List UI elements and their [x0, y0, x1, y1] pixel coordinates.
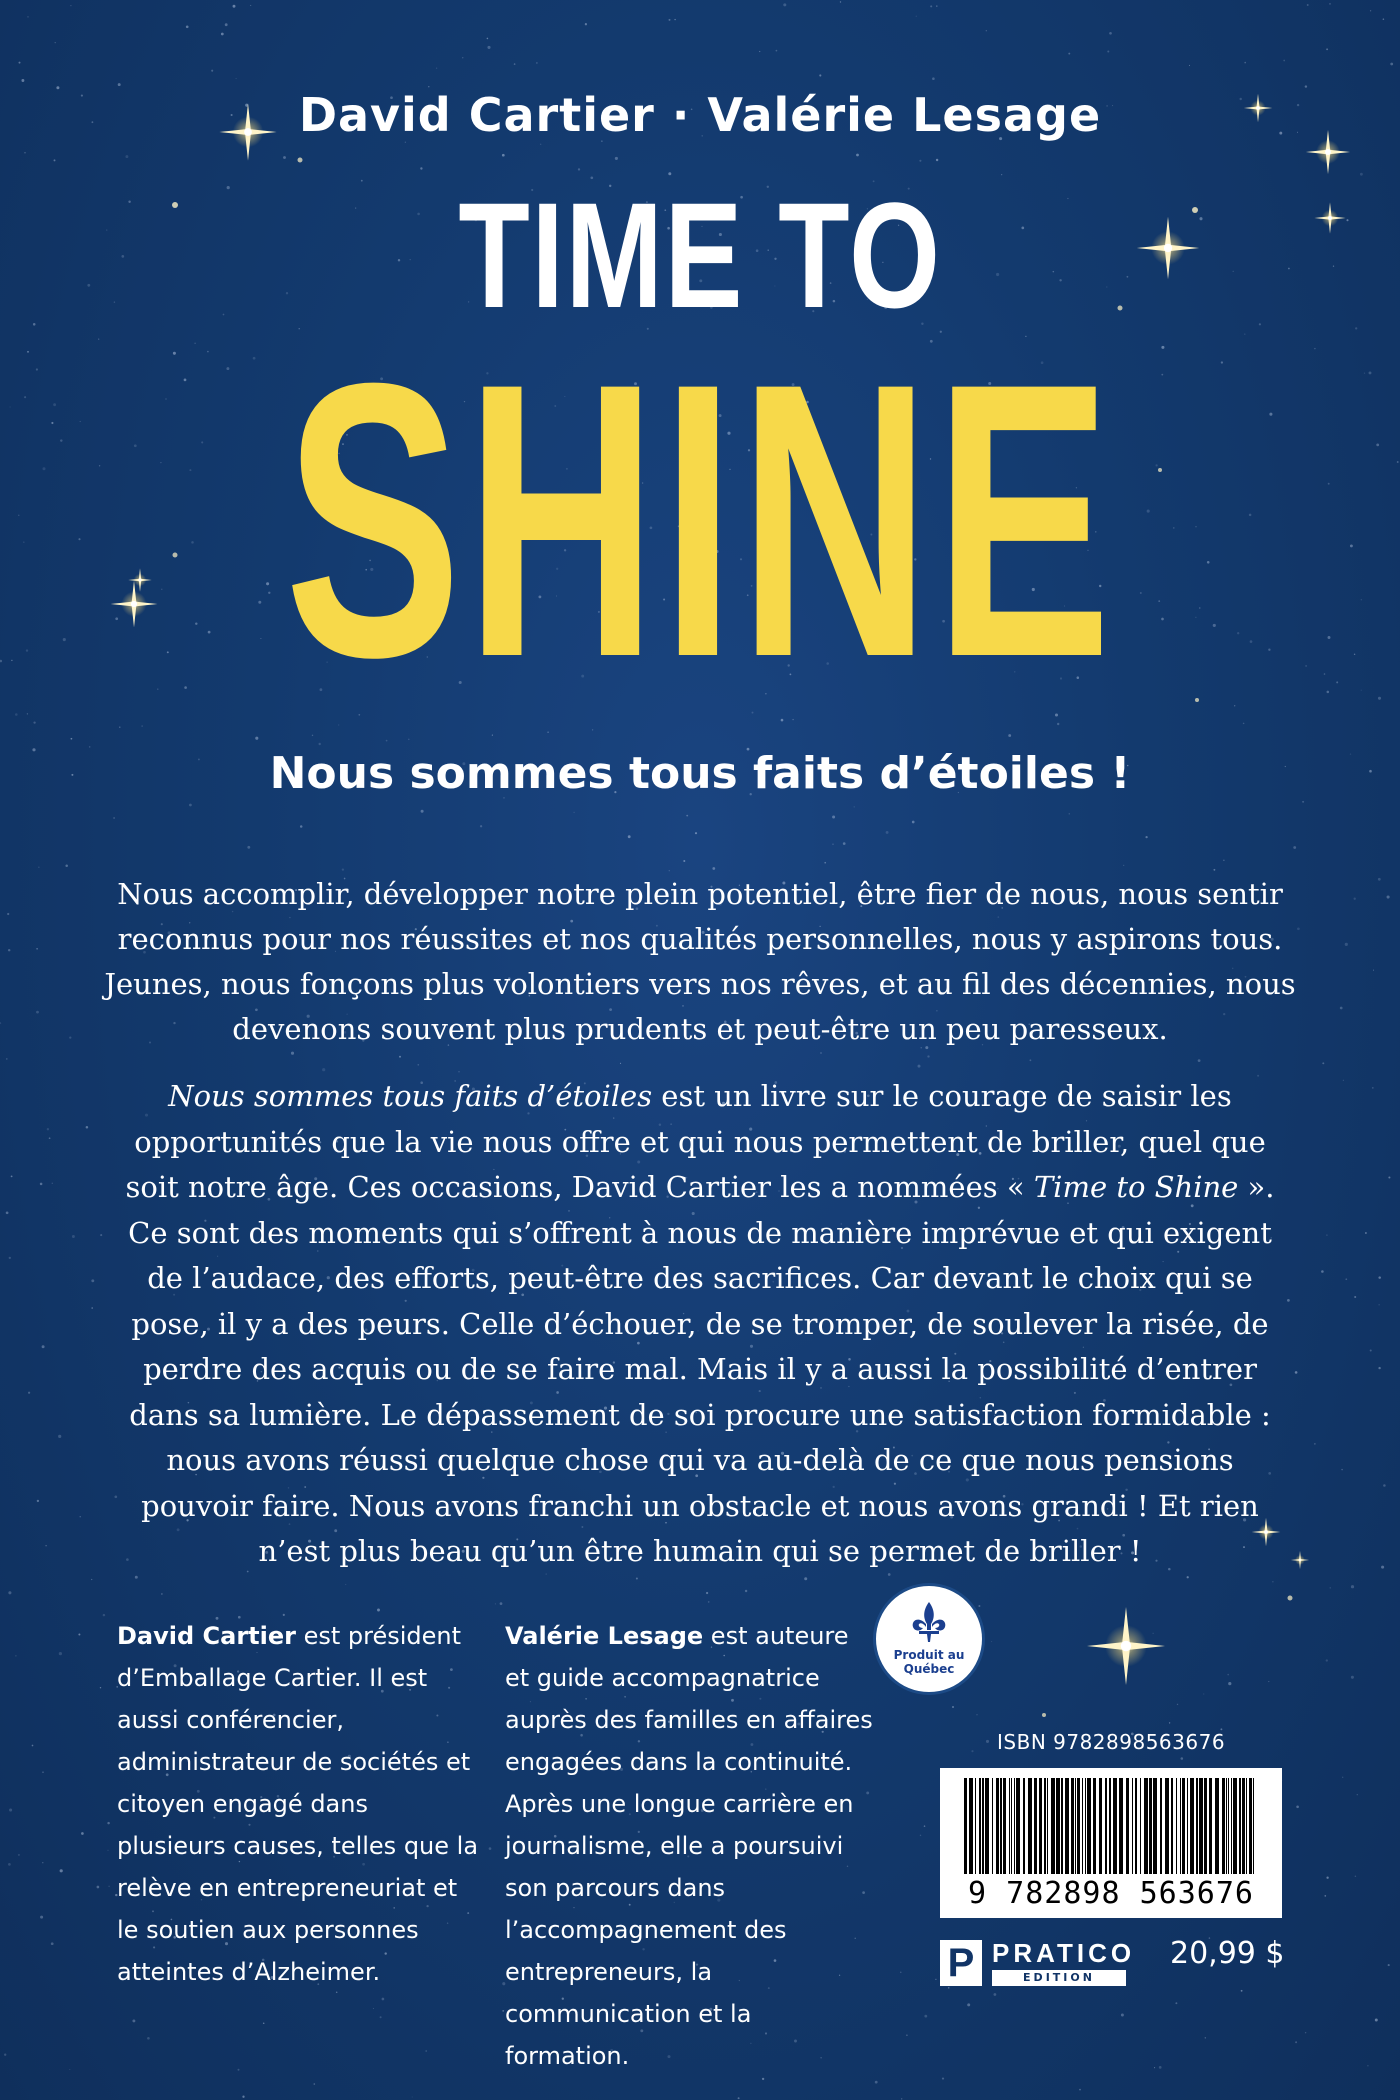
bio-david-cartier — [117, 1615, 482, 1993]
badge-line2: Québec — [903, 1662, 955, 1676]
description-paragraph-1: Nous accomplir, développer notre plein potentiel, être fier de nous, nous sentir reconnus pour nos réussites et nos qualités personnelles, nous y aspirons tous. Jeunes, nous fonçons plus volontiers vers nos rêves, et au fil des décennies, nous devenons souvent plus prudents et peut-être un peu paresseux. — [104, 877, 1296, 1046]
badge-line1: Produit au — [893, 1648, 965, 1662]
isbn-label: ISBN 9782898563676 — [997, 1730, 1226, 1754]
book-title-line2: SHINE — [284, 302, 1116, 738]
bio-valerie-text: est auteure et guide accompagnatrice auprès des familles en affaires engagées dans la continuité. Après une longue carrière en journalisme, elle a poursuivi son parcours dans l’accompagnement des entrepreneurs, la communication et la formation. — [505, 1622, 873, 2070]
book-authors: David Cartier · Valérie Lesage — [298, 88, 1102, 142]
book-title-reference: Nous sommes tous faits d’étoiles — [168, 1079, 653, 1113]
bio-valerie-lesage — [505, 1615, 875, 2077]
description-paragraph-2 — [118, 1074, 1282, 1575]
paragraph-2-text-b: ». Ce sont des moments qui s’offrent à nous de manière imprévue et qui exigent de l’audace, des efforts, peut-être des sacrifices. Car devant le choix qui se pose, il y a des peurs. Celle d’échouer, de se tromper, de soulever la risée, de perdre des acquis ou de se faire mal. Mais il y a aussi la possibilité d’entrer dans sa lumière. Le dépassement de soi procure une satisfaction formidable : nous avons réussi quelque chose qui va au-delà de ce que nous pensions pouvoir faire. Nous avons franchi un obstacle et nous avons grandi ! Et rien n’est plus beau qu’un être humain qui se permet de briller ! — [128, 1170, 1275, 1568]
publisher-logo-letter: P — [940, 1940, 982, 1986]
publisher-edition: EDITION — [992, 1970, 1126, 1986]
fleur-de-lis-icon — [909, 1600, 949, 1646]
sparkle-star-icon — [1087, 1607, 1165, 1685]
bio-david-name: David Cartier — [117, 1622, 296, 1650]
sparkle-star-icon — [111, 581, 158, 628]
barcode-bars — [960, 1778, 1262, 1878]
sparkle-star-icon — [1314, 202, 1345, 233]
sparkle-star-icon — [1291, 1551, 1309, 1569]
publisher-logo — [940, 1938, 1136, 1988]
produit-au-quebec-badge — [876, 1586, 982, 1692]
bio-valerie-name: Valérie Lesage — [505, 1622, 704, 1650]
price-label: 20,99 $ — [1170, 1936, 1285, 1971]
book-title-line1: TIME TO — [458, 171, 942, 339]
paragraph-2-text-a: est un livre sur le courage de saisir les opportunités que la vie nous offre et qui nous permettent de briller, quel que soit notre âge. Ces occasions, David Cartier les a nommées « — [125, 1079, 1266, 1204]
barcode — [940, 1768, 1282, 1918]
bio-david-text: est président d’Emballage Cartier. Il est aussi conférencier, administrateur de sociétés et citoyen engagé dans plusieurs causes, telles que la relève en entrepreneuriat et le soutien aux personnes atteintes d’Alzheimer. — [117, 1622, 479, 1986]
badge-label — [876, 1648, 982, 1676]
publisher-name: PRATICO — [992, 1938, 1136, 1968]
sparkle-star-icon — [128, 568, 151, 591]
time-to-shine-phrase: Time to Shine — [1033, 1170, 1239, 1204]
barcode-digits: 9 782898 563676 — [968, 1876, 1254, 1911]
book-subtitle: Nous sommes tous faits d’étoiles ! — [269, 748, 1131, 799]
